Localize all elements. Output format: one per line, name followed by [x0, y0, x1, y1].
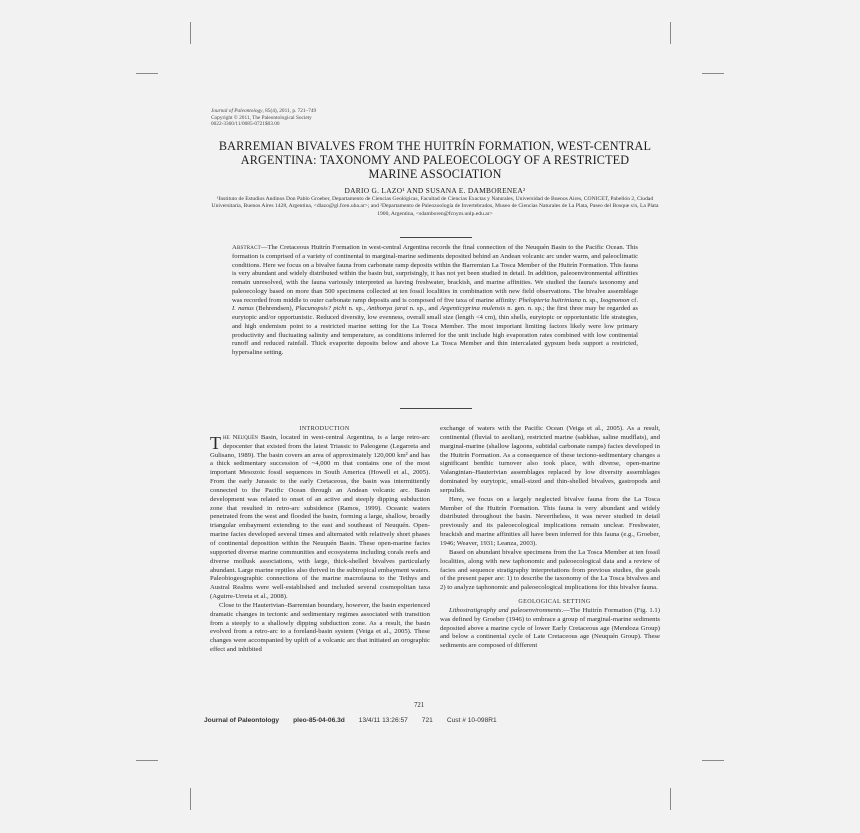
footer-page: 721: [421, 717, 433, 724]
footer-cust: Cust # 10-098R1: [446, 717, 497, 724]
divider: [400, 237, 472, 238]
crop-mark: [136, 73, 158, 74]
abstract: [232, 244, 638, 358]
taxon-name: I. nanus: [232, 305, 254, 313]
footer-datetime: 13/4/11 13:26:57: [358, 717, 408, 724]
paragraph: [440, 607, 660, 651]
section-heading-introduction: INTRODUCTION: [299, 426, 350, 432]
crop-mark: [136, 760, 158, 761]
paragraph-text: Basin, located in west-central Argentina, is a large retro-arc depocenter that existed from the latest Triassic to Paleogene (Legarreta and Gulisano, 1989). The basin covers an area of approximately 120,000 km² and has a thick sedimentary succession of ~4,000 m that contains one of the most important Mesozoic fossil sequences in South America (Howell et al., 2005). From the early Jurassic to the early Cretaceous, the basin was intermittently connected to the Pacific Ocean through an Andean volcanic arc. Basin development was related to onset of an active and steeply dipping subduction zone that resulted in retro-arc subsidence (Ramos, 1999). Oceanic waters penetrated from the west and flooded the basin, forming a large, shallow, broadly triangular embayment extending to the east and southeast of Neuquén. Open-marine facies developed several times and alternated with relatively short phases of continental deposition within the Neuquén Basin. These open-marine facies supported diverse marine communities and ecosystems including corals reefs and diverse mollusk associations, with large, thick-shelled bivalves particularly abundant. Large marine reptiles also thrived in the subtropical embayment waters. Paleobiogeographic connections of the marine macrofauna to the Tethys and Austral Realms were well-established and included several cosmopolitan taxa (Aguirre-Urreta et al., 2008).: [210, 433, 431, 601]
issn: 0022-3360/11/0085-0721$03.00: [211, 121, 280, 128]
paragraph-lead: he Neuquén: [223, 433, 258, 441]
paragraph-lead: Lithostratigraphy and paleoenvironments: [449, 606, 562, 614]
right-column: [440, 425, 660, 651]
footer-journal: Journal of Paleontology: [204, 717, 280, 724]
crop-mark: [670, 788, 671, 810]
page-number: 721: [414, 702, 425, 709]
journal-name: Journal of Paleontology: [211, 108, 263, 114]
left-column: [210, 425, 430, 655]
section-heading-geological-setting: GEOLOGICAL SETTING: [518, 599, 591, 606]
paragraph: Here, we focus on a largely neglected bivalve fauna from the La Tosca Member of the Huitrín Formation. This fauna is very abundant and widely distributed throughout the basin. Nevertheless, it was never studied in detail previously and its paleoecological implications remain unclear. Freshwater, brackish and marine affinities all have been inferred for this fauna (e.g., Groeber, 1946; Weaver, 1931; Leanza, 2003).: [440, 495, 660, 547]
paragraph: [210, 434, 430, 602]
paragraph-text: .—The Huitrín Formation (Fig. 1.1) was defined by Groeber (1946) to embrace a group of marginal-marine sediments deposited above a marine cycle of lower Early Cretaceous age (Mendoza Group) and below a continental cycle of Late Cretaceous age (Neuquén Group). These sediments are composed of different: [440, 606, 660, 650]
abstract-text: n. sp.,: [581, 296, 601, 304]
abstract-text: n. sp., and: [407, 305, 441, 313]
taxon-name: Placunopsis? pichi: [295, 305, 347, 313]
taxon-name: Isognomon: [600, 296, 630, 304]
article-title: BARREMIAN BIVALVES FROM THE HUITRÍN FORMATION, WEST-CENTRAL ARGENTINA: TAXONOMY AND PALEOECOLOGY OF A RESTRICTED MARINE ASSOCIATION: [218, 139, 652, 181]
drop-cap: T: [210, 432, 221, 453]
copyright: Copyright © 2011, The Paleontological Society: [211, 114, 312, 121]
abstract-text: (Behrendsen),: [253, 305, 296, 313]
divider: [400, 408, 472, 409]
abstract-text: —The Cretaceous Huitrín Formation in west-central Argentina records the final connection of the Neuquén Basin to the Pacific Ocean. This formation is comprised of a variety of continental to marginal-marine sediments deposited behind an Andean volcanic arc under warm, and paleoclimatic conditions. Here we focus on a bivalve fauna from carbonate ramp deposits within the Barremian La Tosca Member of the Huitrín Formation. This fauna is very abundant and widely distributed within the basin but, surprisingly, it has not yet been studied in detail. In addition, paleoenvironmental affinities remain unresolved, with the fauna variously interpreted as having freshwater, brackish, and marine affinities. We studied the fauna's taxonomy and paleoecology based on more than 500 specimens collected at ten fossil localities in combination with new field observations. The bivalve assemblage was recorded from middle to outer carbonate ramp deposits and is composed of five taxa of marine affinity:: [232, 244, 638, 304]
authors: DARIO G. LAZO¹ AND SUSANA E. DAMBORENEA²: [344, 186, 526, 195]
production-footer: [204, 717, 511, 724]
paragraph: Close to the Hauterivian–Barremian boundary, however, the basin experienced dramatic changes in tectonic and sedimentary regimes associated with transition from a steeply to a shallowly dipping subduction zone. As a result, the basin evolved from a retro-arc to a foreland-basin system (Veiga et al., 2005). These changes were accompanied by uplift of a volcanic arc that initiated an orographic effect and inhibited: [210, 601, 430, 654]
crop-mark: [670, 22, 671, 44]
crop-mark: [702, 73, 724, 74]
crop-mark: [190, 788, 191, 810]
abstract-text: n. gen. n. sp.; the first three may be regarded as eurytopic and/or opportunistic. Reduced diversity, low evenness, overall small size (length <4 cm), thin shells, eurytopic or opportunistic life strategies, and high endemism point to a restricted marine setting for the La Tosca Member. The most important limiting factors likely were low primary productivity and fluctuating salinity and temperature, as conditions inferred for the unit include high evaporation rates combined with low continental runoff and reduced rainfall. Thick evaporite deposits below and above La Tosca Member and thin intercalated gypsum beds support a restricted, hypersaline setting.: [232, 305, 638, 356]
taxon-name: Anthonya jarai: [367, 305, 408, 313]
abstract-text: cf.: [629, 296, 638, 304]
affiliations: ¹Instituto de Estudios Andinos Don Pablo Groeber, Departamento de Ciencias Geológicas, Facultad de Ciencias Exactas y Naturales, Universidad de Buenos Aires, CONICET, Pabellón 2, Ciudad Universitaria, Buenos Aires 1428, Argentina, <dlazo@gl.fcen.uba.ar>; and ²Departamento de Paleozoología de Invertebrados, Museo de Ciencias Naturales de La Plata, Paseo del Bosque s/n, La Plata 1900, Argentina, <sdamboren@fcnym.unlp.edu.ar>: [211, 196, 659, 217]
abstract-text: n. sp.,: [346, 305, 368, 313]
footer-file: pleo-85-04-06.3d: [293, 717, 345, 724]
crop-mark: [702, 760, 724, 761]
journal-meta: [211, 108, 316, 128]
paragraph: exchange of waters with the Pacific Ocean (Veiga et al., 2005). As a result, continental (fluvial to aeolian), restricted marine (sabkhas, saline mudflats), and marginal-marine (shallow lagoons, subtidal carbonate ramps) facies developed in the Huitrín Formation. As a consequence of these tectono-sedimentary changes a significant benthic turnover also took place, with diverse, open-marine Valanginian–Hauterivian assemblages replaced by low diversity assemblages dominated by eurytopic, small-sized and thin-shelled bivalves, gastropods and serpulids.: [440, 425, 660, 494]
abstract-lead: Abstract: [232, 244, 261, 251]
paragraph: Based on abundant bivalve specimens from the La Tosca Member at ten fossil localities, along with new taphonomic and paleoecological data and a review of facies and sequence stratigraphy interpretations from previous studies, the goals of the present paper are: 1) to describe the taxonomy of the La Tosca bivalves and 2) to analyze taphonomic and paleoecological implications for this bivalve fauna.: [440, 548, 660, 592]
taxon-name: Argenticyprina mulensis: [440, 305, 506, 313]
crop-mark: [190, 22, 191, 44]
taxon-name: Phelopteria huitriniana: [518, 296, 582, 304]
journal-citation: , 85(4), 2011, p. 721–749: [262, 108, 317, 114]
